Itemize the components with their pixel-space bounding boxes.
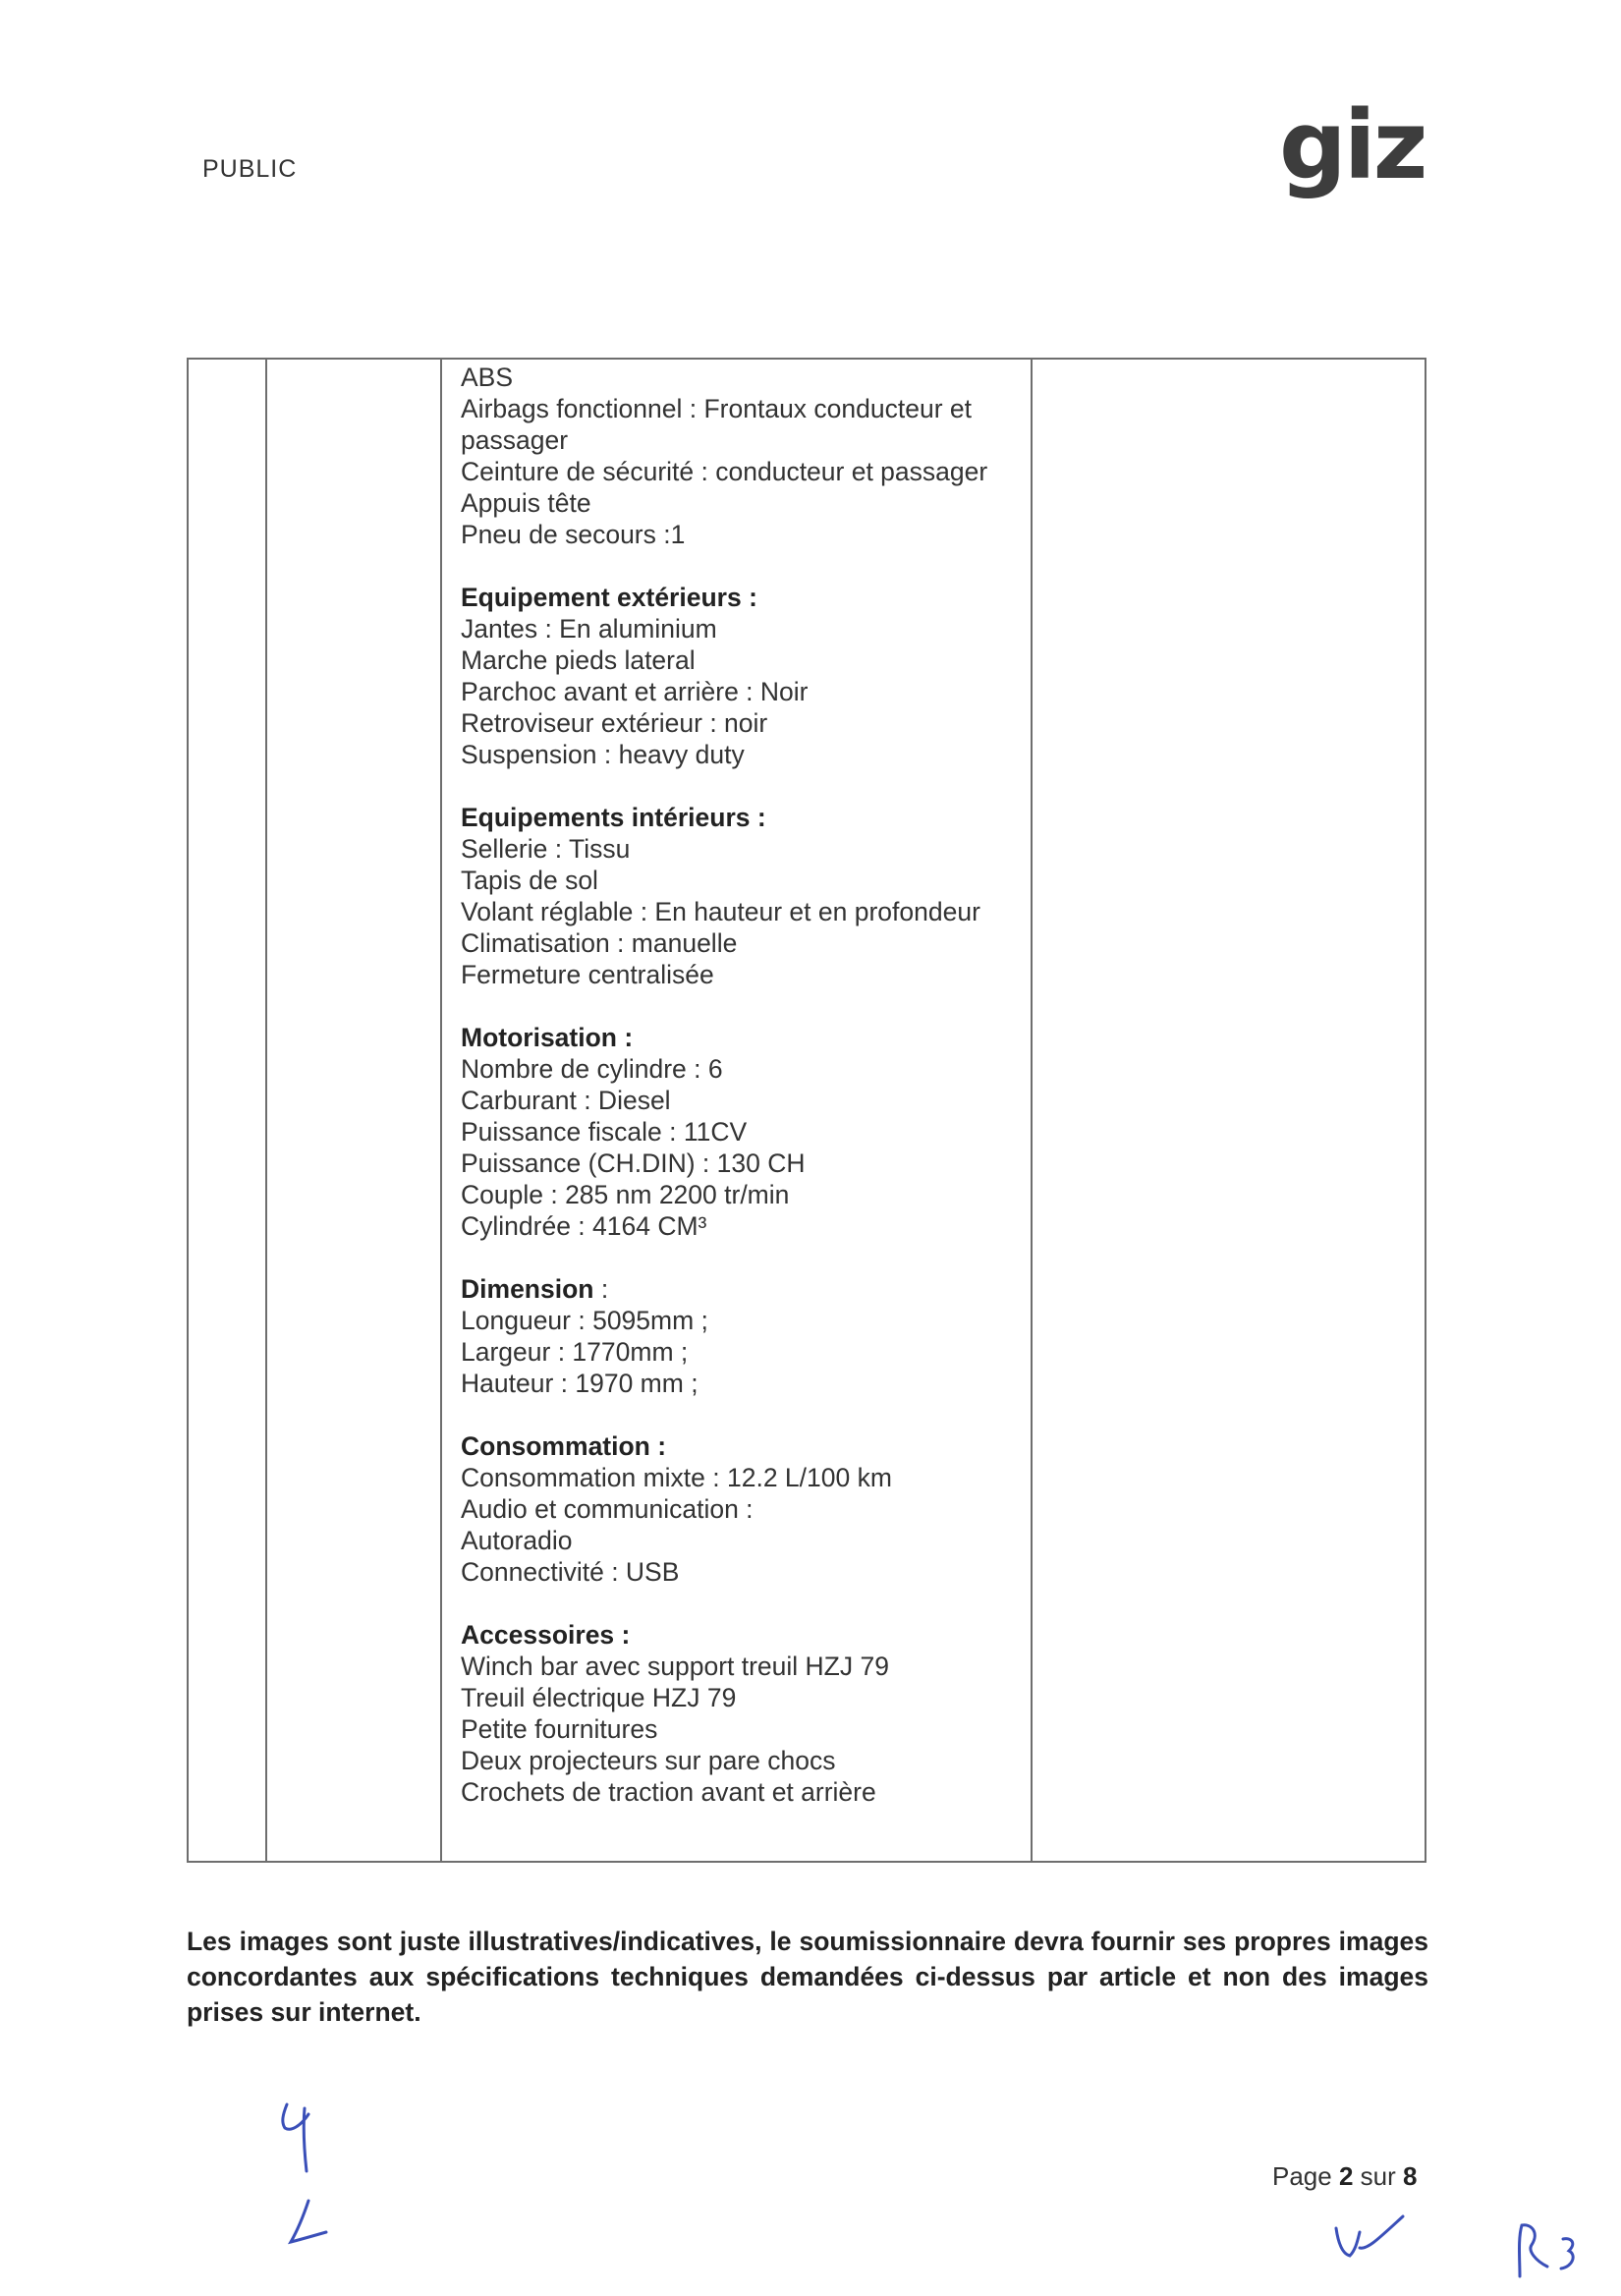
- spec-line: Carburant : Diesel: [461, 1086, 671, 1115]
- spec-line: Volant réglable : En hauteur et en profondeur: [461, 897, 980, 926]
- section-heading: Accessoires :: [461, 1620, 631, 1650]
- spec-line: Appuis tête: [461, 488, 591, 518]
- spec-line: Audio et communication :: [461, 1494, 754, 1524]
- spec-line: Nombre de cylindre : 6: [461, 1054, 723, 1084]
- page-number-separator: sur: [1353, 2161, 1403, 2191]
- table-column-divider: [440, 360, 442, 1861]
- spec-line: Consommation mixte : 12.2 L/100 km: [461, 1463, 892, 1492]
- page-number-total: 8: [1403, 2161, 1418, 2191]
- handwritten-signature-icon: [1508, 2215, 1596, 2289]
- spec-line: Crochets de traction avant et arrière: [461, 1777, 876, 1807]
- spec-line: Cylindrée : 4164 CM³: [461, 1211, 707, 1241]
- handwritten-signature-icon: [1326, 2211, 1425, 2269]
- page-number-prefix: Page: [1272, 2161, 1339, 2191]
- spec-line: Climatisation : manuelle: [461, 928, 738, 958]
- section-heading: Consommation :: [461, 1431, 667, 1461]
- spec-line: Marche pieds lateral: [461, 645, 696, 675]
- spec-line: Petite fournitures: [461, 1714, 658, 1744]
- spec-line: Winch bar avec support treuil HZJ 79: [461, 1652, 889, 1681]
- spec-line: Autoradio: [461, 1526, 573, 1555]
- spec-line: Pneu de secours :1: [461, 520, 686, 549]
- spec-line: Fermeture centralisée: [461, 960, 714, 989]
- spec-line: Deux projecteurs sur pare chocs: [461, 1746, 836, 1775]
- spec-description-cell: [451, 360, 1031, 1808]
- table-column-divider: [265, 360, 267, 1861]
- spec-line: Tapis de sol: [461, 866, 598, 895]
- spec-line: Hauteur : 1970 mm ;: [461, 1369, 699, 1398]
- spec-line: Largeur : 1770mm ;: [461, 1337, 689, 1367]
- section-heading: Dimension: [461, 1274, 594, 1304]
- spec-line: Longueur : 5095mm ;: [461, 1306, 708, 1335]
- spec-line: Suspension : heavy duty: [461, 740, 745, 769]
- spec-line: Jantes : En aluminium: [461, 614, 717, 644]
- page-number: [1272, 2161, 1417, 2192]
- spec-line: Puissance fiscale : 11CV: [461, 1117, 748, 1147]
- spec-line: Retroviseur extérieur : noir: [461, 708, 768, 738]
- section-heading-row: [461, 1273, 1031, 1305]
- header-classification-label: PUBLIC: [202, 155, 298, 183]
- spec-line: Couple : 285 nm 2200 tr/min: [461, 1180, 790, 1209]
- table-column-divider: [1031, 360, 1033, 1861]
- spec-line: Connectivité : USB: [461, 1557, 680, 1587]
- spec-line: Sellerie : Tissu: [461, 834, 631, 864]
- section-heading-suffix: :: [593, 1274, 609, 1304]
- spec-line: Ceinture de sécurité : conducteur et passager: [461, 457, 988, 486]
- handwritten-initials-icon: [265, 2093, 344, 2260]
- spec-line: Puissance (CH.DIN) : 130 CH: [461, 1148, 806, 1178]
- page-number-current: 2: [1338, 2161, 1354, 2191]
- spec-table: [187, 358, 1426, 1863]
- giz-logo: giz: [1279, 90, 1425, 200]
- spec-line: Parchoc avant et arrière : Noir: [461, 677, 809, 706]
- spec-line: Treuil électrique HZJ 79: [461, 1683, 737, 1712]
- section-heading: Equipement extérieurs :: [461, 583, 757, 612]
- spec-line: Airbags fonctionnel : Frontaux conducteur et passager: [461, 394, 972, 455]
- section-heading: Motorisation :: [461, 1023, 634, 1052]
- spec-line: ABS: [461, 363, 514, 392]
- disclaimer-note: Les images sont juste illustratives/indicatives, le soumissionnaire devra fournir ses propres images concordantes aux spécifications techniques demandées ci-dessus par article et non des images prises sur internet.: [187, 1927, 1428, 2027]
- section-heading: Equipements intérieurs :: [461, 803, 766, 832]
